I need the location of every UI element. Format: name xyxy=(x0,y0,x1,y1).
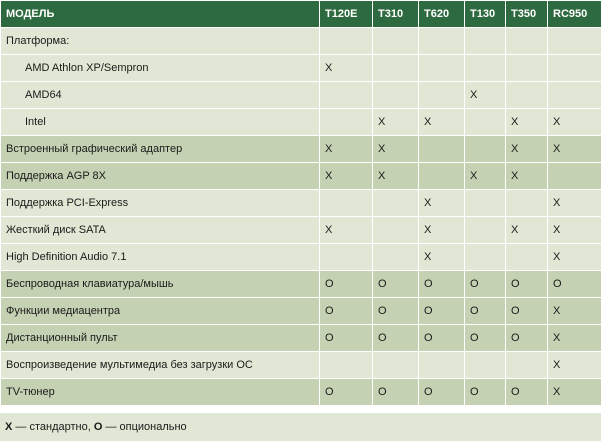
table-row xyxy=(1,298,601,325)
cell-t310 xyxy=(373,28,419,55)
cell-t120e xyxy=(320,109,373,136)
cell-t310: O xyxy=(373,271,419,298)
cell-t120e: O xyxy=(320,325,373,352)
table-row xyxy=(1,325,601,352)
cell-t620 xyxy=(419,28,465,55)
cell-t620 xyxy=(419,163,465,190)
row-feature-label: High Definition Audio 7.1 xyxy=(1,244,320,271)
table-row xyxy=(1,190,601,217)
cell-t130 xyxy=(465,190,506,217)
table-row xyxy=(1,217,601,244)
cell-t350: X xyxy=(506,163,548,190)
cell-t310: O xyxy=(373,325,419,352)
cell-t310 xyxy=(373,352,419,379)
cell-t350: X xyxy=(506,136,548,163)
table-row xyxy=(1,163,601,190)
cell-t120e: O xyxy=(320,298,373,325)
cell-t120e: O xyxy=(320,271,373,298)
cell-t120e: O xyxy=(320,379,373,406)
cell-t130 xyxy=(465,244,506,271)
cell-t350: O xyxy=(506,379,548,406)
header-row xyxy=(1,1,601,28)
cell-t310: O xyxy=(373,298,419,325)
cell-t310 xyxy=(373,82,419,109)
cell-t350 xyxy=(506,190,548,217)
cell-t310 xyxy=(373,244,419,271)
cell-t130 xyxy=(465,28,506,55)
table-body xyxy=(1,28,601,406)
cell-rc950 xyxy=(548,82,601,109)
table-row xyxy=(1,55,601,82)
header-model-t350: T350 xyxy=(506,1,548,28)
legend-footer xyxy=(0,412,601,441)
cell-rc950: X xyxy=(548,217,601,244)
cell-t350: O xyxy=(506,325,548,352)
legend-optional-text: — опционально xyxy=(102,421,187,433)
cell-t310 xyxy=(373,55,419,82)
table-row xyxy=(1,82,601,109)
cell-t350: O xyxy=(506,271,548,298)
header-model-label: МОДЕЛЬ xyxy=(1,1,320,28)
cell-t130: X xyxy=(465,163,506,190)
cell-t310 xyxy=(373,190,419,217)
cell-rc950: O xyxy=(548,271,601,298)
cell-t620 xyxy=(419,55,465,82)
row-feature-label: Поддержка PCI-Express xyxy=(1,190,320,217)
row-feature-label: Функции медиацентра xyxy=(1,298,320,325)
row-feature-label: Intel xyxy=(1,109,320,136)
cell-t310 xyxy=(373,217,419,244)
cell-t130 xyxy=(465,55,506,82)
header-model-t130: T130 xyxy=(465,1,506,28)
cell-t620 xyxy=(419,82,465,109)
cell-t620: X xyxy=(419,244,465,271)
cell-t310: X xyxy=(373,109,419,136)
cell-t120e xyxy=(320,190,373,217)
cell-t350 xyxy=(506,28,548,55)
cell-t350 xyxy=(506,82,548,109)
cell-t620: O xyxy=(419,379,465,406)
table-row xyxy=(1,379,601,406)
cell-t350: O xyxy=(506,298,548,325)
cell-rc950: X xyxy=(548,244,601,271)
cell-rc950: X xyxy=(548,325,601,352)
header-model-rc950: RC950 xyxy=(548,1,601,28)
cell-t120e xyxy=(320,244,373,271)
cell-rc950: X xyxy=(548,190,601,217)
table-row xyxy=(1,109,601,136)
table-row xyxy=(1,28,601,55)
table-row xyxy=(1,136,601,163)
cell-rc950: X xyxy=(548,298,601,325)
header-model-t620: T620 xyxy=(419,1,465,28)
table-row xyxy=(1,352,601,379)
cell-t120e xyxy=(320,82,373,109)
cell-rc950 xyxy=(548,163,601,190)
cell-t620 xyxy=(419,136,465,163)
row-feature-label: AMD64 xyxy=(1,82,320,109)
cell-rc950: X xyxy=(548,379,601,406)
row-feature-label: Платформа: xyxy=(1,28,320,55)
legend-standard-text: — стандартно, xyxy=(12,421,94,433)
cell-t310: X xyxy=(373,163,419,190)
row-feature-label: Встроенный графический адаптер xyxy=(1,136,320,163)
cell-t130: O xyxy=(465,379,506,406)
table-row xyxy=(1,244,601,271)
row-feature-label: Жесткий диск SATA xyxy=(1,217,320,244)
cell-t130: O xyxy=(465,271,506,298)
row-feature-label: TV-тюнер xyxy=(1,379,320,406)
row-feature-label: Поддержка AGP 8X xyxy=(1,163,320,190)
cell-t620: O xyxy=(419,271,465,298)
cell-rc950: X xyxy=(548,352,601,379)
cell-t130: O xyxy=(465,325,506,352)
cell-t620: X xyxy=(419,190,465,217)
row-feature-label: AMD Athlon XP/Sempron xyxy=(1,55,320,82)
cell-rc950 xyxy=(548,28,601,55)
cell-t350 xyxy=(506,352,548,379)
legend-optional-symbol: O xyxy=(93,421,103,433)
cell-t620: X xyxy=(419,217,465,244)
cell-t130 xyxy=(465,217,506,244)
cell-t350: X xyxy=(506,217,548,244)
row-feature-label: Воспроизведение мультимедиа без загрузки ОС xyxy=(1,352,320,379)
row-feature-label: Дистанционный пульт xyxy=(1,325,320,352)
header-model-t310: T310 xyxy=(373,1,419,28)
cell-t120e xyxy=(320,28,373,55)
cell-t310: O xyxy=(373,379,419,406)
cell-t120e: X xyxy=(320,217,373,244)
cell-t620: X xyxy=(419,109,465,136)
cell-t620 xyxy=(419,352,465,379)
header-model-t120e: T120E xyxy=(320,1,373,28)
cell-t620: O xyxy=(419,298,465,325)
cell-t130 xyxy=(465,109,506,136)
cell-rc950: X xyxy=(548,109,601,136)
cell-t130: O xyxy=(465,298,506,325)
cell-t120e: X xyxy=(320,55,373,82)
row-feature-label: Беспроводная клавиатура/мышь xyxy=(1,271,320,298)
cell-t130: X xyxy=(465,82,506,109)
cell-rc950: X xyxy=(548,136,601,163)
cell-t620: O xyxy=(419,325,465,352)
cell-t130 xyxy=(465,136,506,163)
legend-standard-symbol: X xyxy=(5,421,13,433)
cell-t130 xyxy=(465,352,506,379)
table-row xyxy=(1,271,601,298)
cell-t120e: X xyxy=(320,163,373,190)
cell-t350 xyxy=(506,55,548,82)
cell-t120e xyxy=(320,352,373,379)
cell-t120e: X xyxy=(320,136,373,163)
cell-t350: X xyxy=(506,109,548,136)
cell-rc950 xyxy=(548,55,601,82)
cell-t310: X xyxy=(373,136,419,163)
cell-t350 xyxy=(506,244,548,271)
